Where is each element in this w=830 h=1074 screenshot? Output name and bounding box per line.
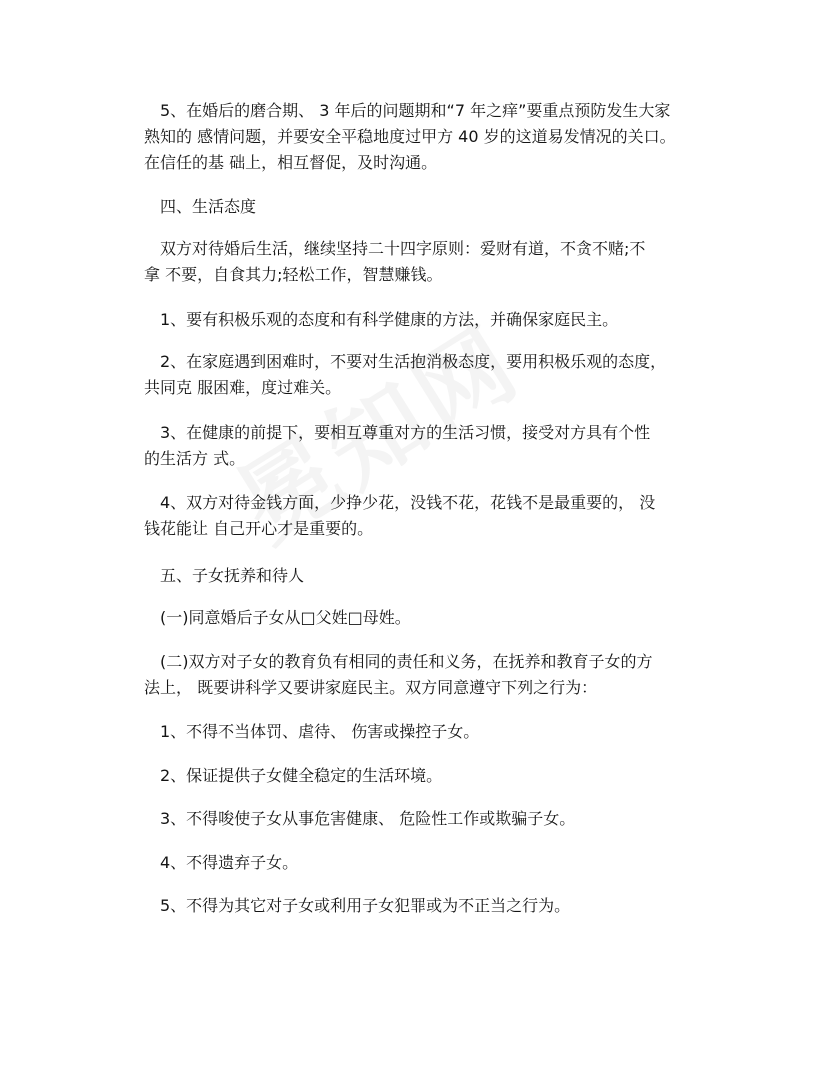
paragraph-10: [152, 763, 442, 789]
text-line: 法上， 既要讲科学又要讲家庭民主。双方同意遵守下列之行为：: [144, 678, 598, 697]
paragraph-2: [144, 236, 646, 288]
text-line: 2、在家庭遇到困难时，不要对生活抱消极态度，要用积极乐观的态度，: [160, 352, 667, 371]
text-line: 双方对待婚后生活，继续坚持二十四字原则：爱财有道，不贪不赌;不: [160, 239, 646, 258]
text-line: 熟知的 感情问题，并要安全平稳地度过甲方 40 岁的这道易发情况的关口。: [144, 127, 676, 146]
paragraph-1: [144, 98, 676, 176]
text-line: 的生活方 式。: [144, 449, 246, 468]
paragraph-8: [144, 649, 653, 701]
paragraph-12: [152, 850, 298, 876]
text-line: 拿 不要，自食其力;轻松工作，智慧赚钱。: [144, 265, 443, 284]
heading-text: 四、生活态度: [160, 197, 257, 216]
section-heading-4: [152, 194, 256, 220]
paragraph-6: [144, 490, 656, 542]
paragraph-11: [152, 806, 575, 832]
text-line: 4、双方对待金钱方面，少挣少花，没钱不花，花钱不是最重要的， 没: [160, 493, 656, 512]
text-line: 钱花能让 自己开心才是重要的。: [144, 519, 374, 538]
text-line: 3、在健康的前提下，要相互尊重对方的生活习惯，接受对方具有个性: [160, 423, 651, 442]
paragraph-5: [144, 420, 651, 472]
text-line: 2、保证提供子女健全稳定的生活环境。: [160, 766, 443, 785]
text-line: 5、在婚后的磨合期、 3 年后的问题期和“7 年之痒”要重点预防发生大家: [160, 101, 671, 120]
text-line: 3、不得唆使子女从事危害健康、 危险性工作或欺骗子女。: [160, 809, 576, 828]
paragraph-9: [152, 719, 479, 745]
paragraph-7: [152, 605, 411, 631]
paragraph-4: [144, 349, 667, 401]
text-line: 4、不得遗弃子女。: [160, 853, 299, 872]
section-heading-5: [152, 563, 304, 589]
paragraph-3: [152, 307, 618, 333]
heading-text: 五、子女抚养和待人: [160, 566, 305, 585]
text-line: (一)同意婚后子女从□父姓□母姓。: [160, 608, 411, 627]
paragraph-13: [152, 893, 570, 919]
text-line: 1、不得不当体罚、虐待、 伤害或操控子女。: [160, 722, 480, 741]
text-line: 共同克 服困难，度过难关。: [144, 378, 342, 397]
text-line: 在信任的基 础上，相互督促，及时沟通。: [144, 153, 438, 172]
text-line: 5、不得为其它对子女或利用子女犯罪或为不正当之行为。: [160, 896, 571, 915]
text-line: (二)双方对子女的教育负有相同的责任和义务，在抚养和教育子女的方: [160, 652, 653, 671]
text-line: 1、要有积极乐观的态度和有科学健康的方法，并确保家庭民主。: [160, 310, 619, 329]
